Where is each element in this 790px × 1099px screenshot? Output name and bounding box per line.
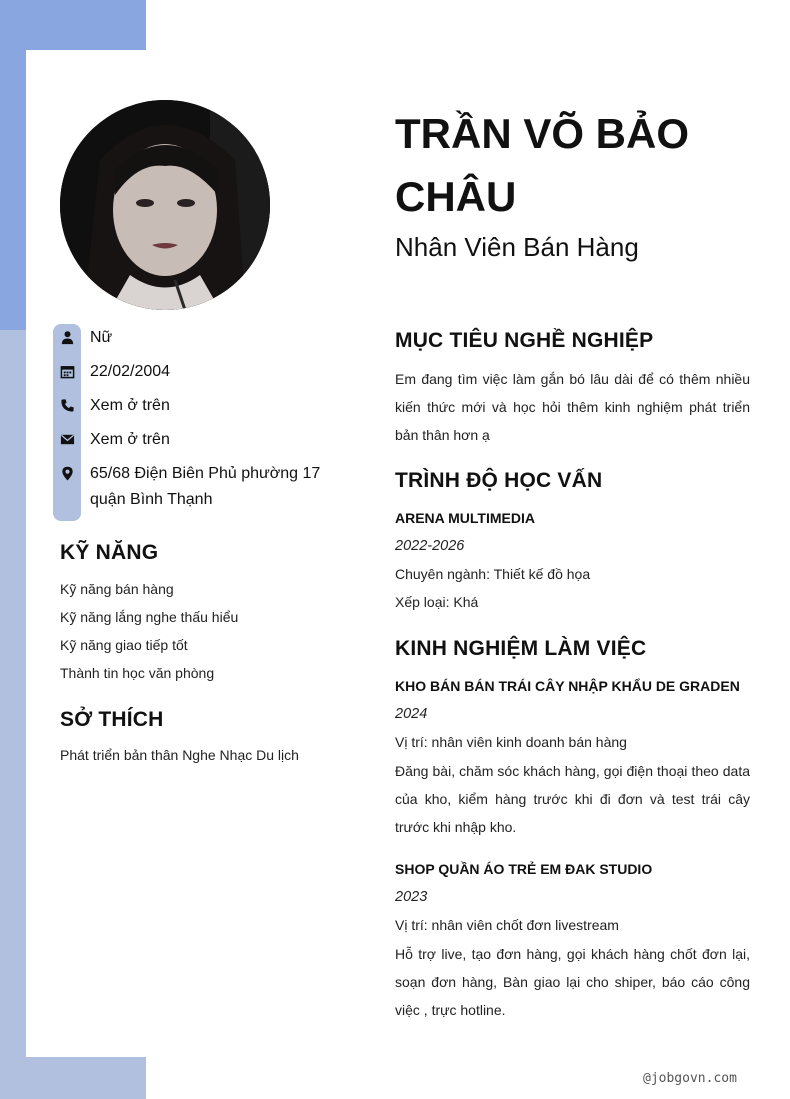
job-year: 2024 <box>395 706 428 722</box>
job-description: Đăng bài, chăm sóc khách hàng, gọi điện thoại theo data của kho, kiểm hàng trước khi đi đơn và test trái cây trước khi nhập kho. <box>395 763 750 835</box>
email-value: Xem ở trên <box>90 431 170 448</box>
person-icon <box>53 330 81 350</box>
objective-heading: MỤC TIÊU NGHỀ NGHIỆP <box>395 329 654 352</box>
birthday-value: 22/02/2004 <box>90 363 171 380</box>
job-company: KHO BÁN BÁN TRÁI CÂY NHẬP KHẨU DE GRADEN <box>395 678 740 694</box>
mail-icon <box>53 432 81 452</box>
job-company: SHOP QUẦN ÁO TRẺ EM ĐAK STUDIO <box>395 861 653 877</box>
skill-item: Kỹ năng bán hàng <box>60 581 174 597</box>
calendar-icon <box>53 364 81 384</box>
education-period: 2022-2026 <box>395 538 465 554</box>
hobbies-text: Phát triển bản thân Nghe Nhạc Du lịch <box>60 747 299 763</box>
candidate-title: Nhân Viên Bán Hàng <box>395 232 639 262</box>
education-grade: Xếp loại: Khá <box>395 594 479 610</box>
address-value: 65/68 Điện Biên Phủ phường 17 quận Bình Thạnh <box>90 465 321 508</box>
education-major: Chuyên ngành: Thiết kế đồ họa <box>395 566 591 582</box>
skill-item: Kỹ năng giao tiếp tốt <box>60 637 188 653</box>
skills-heading: KỸ NĂNG <box>60 541 159 564</box>
job-description: Hỗ trợ live, tạo đơn hàng, gọi khách hàng chốt đơn lại, soạn đơn hàng, Bàn giao lại cho shiper, báo cáo công việc , trực hotline. <box>395 946 750 1018</box>
candidate-name: TRẦN VÕ BẢO CHÂU <box>395 110 689 220</box>
location-icon <box>53 466 81 486</box>
education-heading: TRÌNH ĐỘ HỌC VẤN <box>395 469 603 492</box>
gender-value: Nữ <box>90 329 113 346</box>
skill-item: Thành tin học văn phòng <box>60 665 215 681</box>
education-school: ARENA MULTIMEDIA <box>395 510 535 526</box>
phone-value: Xem ở trên <box>90 397 170 414</box>
job-position: Vị trí: nhân viên chốt đơn livestream <box>395 917 619 933</box>
profile-photo <box>60 100 270 310</box>
hobbies-heading: SỞ THÍCH <box>60 708 164 731</box>
experience-heading: KINH NGHIỆM LÀM VIỆC <box>395 637 647 660</box>
objective-text: Em đang tìm việc làm gắn bó lâu dài để có thêm nhiều kiến thức mới và học hỏi thêm kinh nghiệm phát triển bản thân hơn ạ <box>395 371 750 443</box>
job-position: Vị trí: nhân viên kinh doanh bán hàng <box>395 734 627 750</box>
footer-watermark: @jobgovn.com <box>643 1071 737 1086</box>
contact-icon-strip <box>53 324 81 521</box>
job-year: 2023 <box>395 889 428 905</box>
skill-item: Kỹ năng lắng nghe thấu hiểu <box>60 609 239 625</box>
phone-icon <box>53 398 81 418</box>
